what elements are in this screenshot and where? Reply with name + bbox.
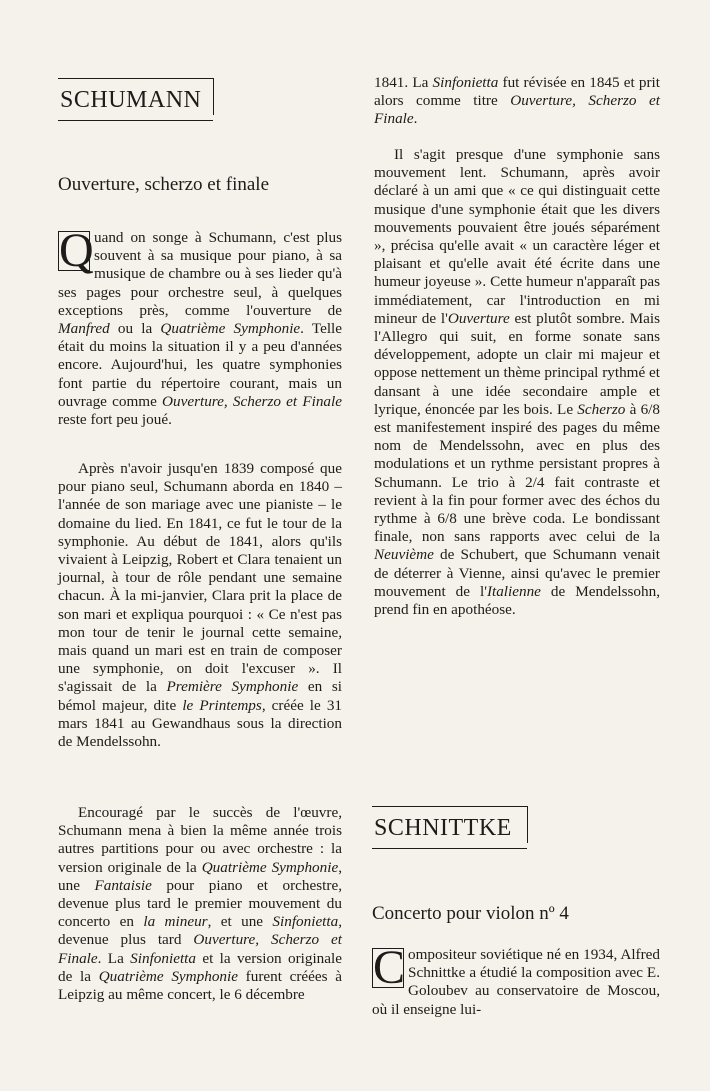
italic-title: Quatrième Symphonie bbox=[98, 967, 238, 985]
italic-title: Ouverture, Scherzo et Finale bbox=[374, 92, 660, 128]
paragraph-text: est plutôt sombre. Mais l'Allegro qui suit, en forme sonate sans développement, adopte un clair mi majeur et oppose nettement un thème principal rythmé et dansant à une idée secondaire ample et lyrique, énoncée par les bois. Le bbox=[374, 309, 660, 418]
background-watermark bbox=[0, 619, 27, 713]
section-heading-text: SCHNITTKE bbox=[374, 815, 512, 841]
italic-title: Sinfonietta bbox=[432, 74, 499, 91]
paragraph-text: , et une bbox=[207, 913, 273, 931]
italic-title: Manfred bbox=[58, 320, 110, 338]
drop-cap-c: C bbox=[373, 941, 406, 994]
paragraph-text: . La bbox=[97, 949, 131, 967]
paragraph-text: furent créées à Leipzig au même concert, le 6 décembre bbox=[58, 967, 343, 1004]
section-heading-schnittke bbox=[372, 806, 528, 843]
paragraph-schnittke-intro bbox=[372, 941, 660, 1019]
italic-title: Ouverture, Scherzo et Finale bbox=[58, 931, 342, 967]
italic-title: Neuvième bbox=[374, 546, 434, 564]
italic-title: Première Symphonie bbox=[166, 678, 299, 696]
paragraph-text: . Telle était du moins la situation il y a peu d'années encore. Aujourd'hui, les quatre symphonies font partie du répertoire courant, mais un ouvrage comme bbox=[58, 320, 342, 410]
paragraph-text: , une bbox=[58, 858, 343, 894]
italic-title: Quatrième Symphonie bbox=[201, 858, 339, 876]
paragraph-history bbox=[58, 460, 342, 751]
paragraph-text: Après n'avoir jusqu'en 1839 composé que pour piano seul, Schumann aborda en 1840 – l'année de son mariage avec une pianiste – le domaine du lied. En 1841, ce fut le tour de la symphonie. Au début de 1841, alors qu'ils vivaient à Leipzig, Robert et Clara tenaient un journal, à tour de rôle pendant une semaine chacun. À la mi-janvier, Clara prit la place de son mari et expliqua pourquoi : « Ce n'est pas mon tour de tenir le journal cette semaine, mais quand un mari est en train de composer une symphonie, on doit l'excuser ». Il s'agissait de la bbox=[58, 460, 342, 696]
paragraph-text: , devenue plus tard bbox=[58, 913, 343, 949]
piece-title-ouverture: Ouverture, scherzo et finale bbox=[58, 174, 270, 195]
paragraph-text: pour piano et orchestre, devenue plus tard le premier mouvement du concerto en bbox=[58, 876, 342, 931]
paragraph-text: de Mendelssohn, prend fin en apothéose. bbox=[374, 582, 660, 619]
section-heading-schumann bbox=[58, 78, 214, 115]
paragraph-works bbox=[58, 804, 342, 1004]
paragraph-text: et la version originale de la bbox=[58, 949, 342, 985]
italic-title: le Printemps bbox=[182, 696, 262, 714]
italic-title: Quatrième Symphonie bbox=[160, 320, 301, 338]
paragraph-text: ou la bbox=[109, 320, 161, 338]
paragraph-text: Encouragé par le succès de l'œuvre, Schumann mena à bien la même année trois autres partitions pour ou avec orchestre : la version originale de la bbox=[58, 804, 342, 876]
italic-title: Scherzo bbox=[577, 400, 626, 418]
italic-title: Sinfonietta bbox=[272, 913, 339, 931]
paragraph-continuation bbox=[374, 74, 660, 129]
paragraph-text: reste fort peu joué. bbox=[58, 411, 172, 429]
italic-title: Ouverture bbox=[447, 309, 510, 327]
paragraph-text: à 6/8 est manifestement inspiré des pages du même nom de Mendelssohn, avec en plus des modulations et un rythme persistant propres à Schumann. Le trio à 2/4 fait contraste et revient à la fin pour former avec des échos du rythme à 6/8 une brève coda. Le bondissant finale, non sans rapports avec celui de la bbox=[374, 400, 660, 546]
paragraph-text: fut révisée en 1845 et prit alors comme titre bbox=[374, 74, 660, 110]
paragraph-text: , créée le 31 mars 1841 au Gewandhaus sous la direction de Mendelssohn. bbox=[58, 696, 343, 751]
paragraph-analysis bbox=[374, 146, 660, 619]
paragraph-text: en si bémol majeur, dite bbox=[58, 678, 342, 714]
paragraph-text: 1841. La bbox=[374, 74, 433, 91]
italic-title: Italienne bbox=[486, 582, 541, 600]
paragraph-text: de Schubert, que Schumann venait de déterrer à Vienne, ainsi qu'avec le premier mouvement de l' bbox=[374, 546, 660, 600]
paragraph-text: Il s'agit presque d'une symphonie sans mouvement lent. Schumann, après avoir déclaré à un ami que « ce qui distinguait cette musique d'une symphonie était que les divers mouvements pouvaient être joués séparément », précisa qu'elle avait « un caractère léger et plaisant et qu'elle avait été écrite dans une humeur joyeuse ». Cette humeur n'apparaît pas immédiatement, car l'introduction en mi mineur de l' bbox=[374, 146, 660, 327]
italic-title: Sinfonietta bbox=[130, 949, 196, 967]
paragraph-text: ompositeur soviétique né en 1934, Alfred Schnittke a étudié la composition avec E. Goloubev au conservatoire de Moscou, où il enseigne lui- bbox=[372, 946, 660, 1018]
piece-title-concerto: Concerto pour violon nº 4 bbox=[372, 903, 569, 924]
italic-title: Fantaisie bbox=[94, 876, 152, 894]
italic-title: Ouverture, Scherzo et Finale bbox=[162, 392, 342, 410]
section-heading-rule bbox=[372, 848, 527, 849]
paragraph-text: uand on songe à Schumann, c'est plus souvent à sa musique pour piano, à sa musique de chambre ou à ses lieder qu'à ses pages pour orchestre seul, à quelques exceptions près, comme l'ouverture de bbox=[58, 229, 342, 319]
paragraph-intro bbox=[58, 224, 342, 429]
italic-title: la mineur bbox=[143, 913, 208, 931]
drop-cap-q: Q bbox=[59, 224, 94, 277]
section-heading-text: SCHUMANN bbox=[60, 87, 202, 113]
paragraph-text: . bbox=[413, 110, 418, 128]
section-heading-rule bbox=[58, 120, 213, 121]
